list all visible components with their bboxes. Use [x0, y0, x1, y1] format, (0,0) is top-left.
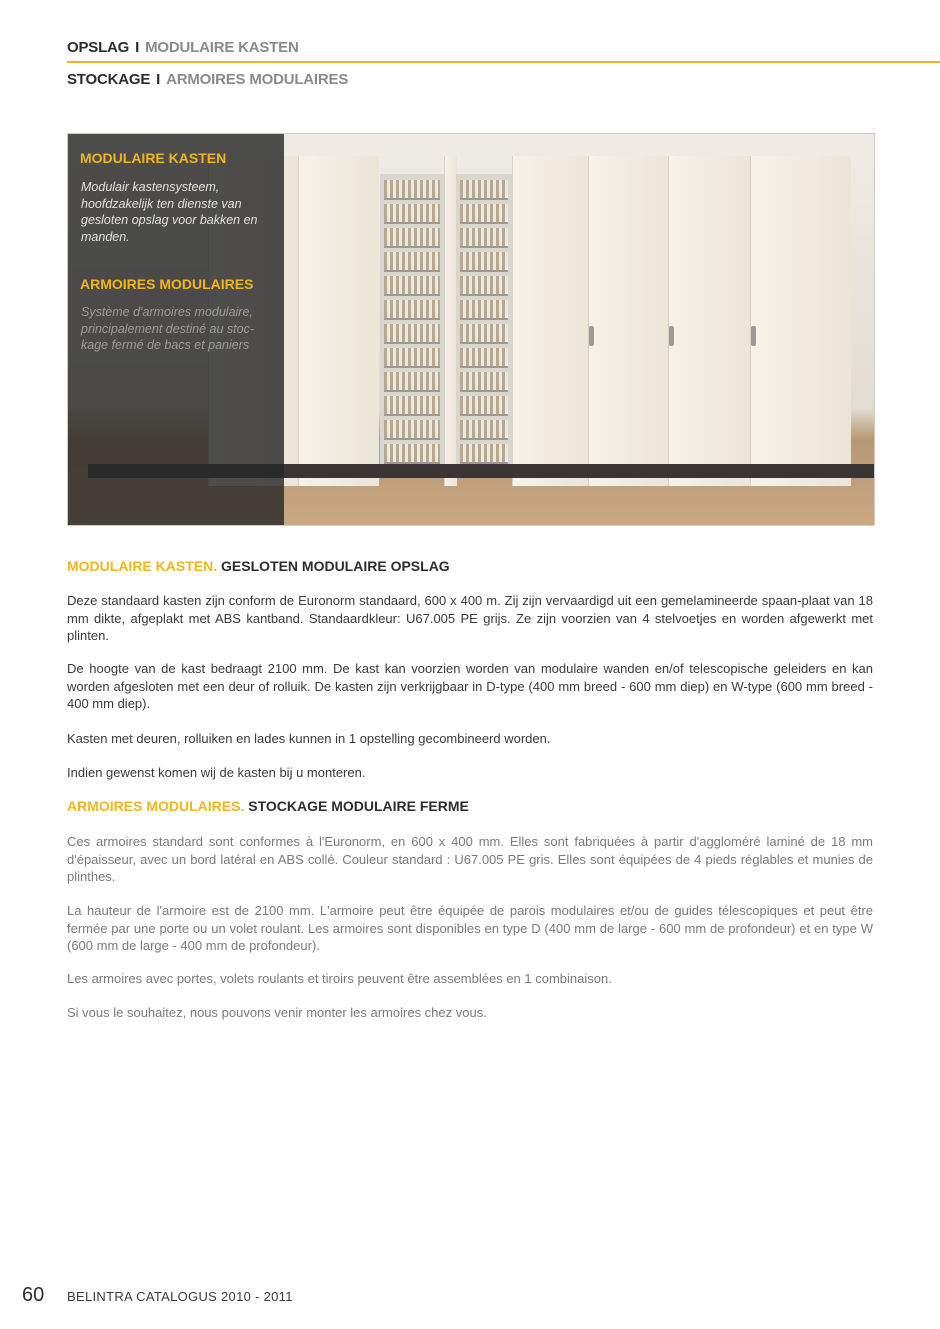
section-title-nl [67, 558, 450, 574]
paragraph-nl-3: Kasten met deuren, rolluiken en lades kunnen in 1 opstelling gecombineerd worden. [67, 731, 551, 746]
header-separator: I [156, 71, 161, 88]
section-title-main: GESLOTEN MODULAIRE OPSLAG [221, 558, 450, 574]
section-title-accent: MODULAIRE KASTEN. [67, 558, 218, 574]
caption-text-nl: Modulair kastensysteem, hoofdzakelijk ten dienste van gesloten opslag voor bakken en manden. [81, 180, 258, 244]
header-subcategory-fr: ARMOIRES MODULAIRES [166, 71, 349, 88]
footer-catalog: BELINTRA CATALOGUS 2010 - 2011 [67, 1289, 293, 1304]
page-number: 60 [22, 1284, 45, 1306]
header-line-nl [67, 39, 299, 56]
cabinet-door [750, 156, 851, 486]
section-title-accent: ARMOIRES MODULAIRES. [67, 798, 245, 814]
header-separator: I [135, 39, 140, 56]
paragraph-fr-4: Si vous le souhaitez, nous pouvons venir monter les armoires chez vous. [67, 1005, 487, 1020]
paragraph-fr-1: Ces armoires standard sont conformes à l'Euronorm, en 600 x 400 mm. Elles sont fabriquées à partir d'aggloméré laminé de 18 mm d'épaisseur, avec un bord latéral en ABS collé. Couleur standard : U67.005 PE gris. Elles sont équipées de 4 pieds réglables et munies de plinthes. [67, 834, 873, 884]
section-title-main: STOCKAGE MODULAIRE FERME [248, 798, 469, 814]
cabinet-door [512, 156, 589, 486]
header-rule [67, 61, 940, 63]
basket-rack [456, 174, 512, 476]
caption-title-nl: MODULAIRE KASTEN [80, 150, 227, 166]
cabinet-door [588, 156, 669, 486]
section-title-fr [67, 798, 469, 814]
header-category-nl: OPSLAG [67, 39, 130, 56]
basket-rack [380, 174, 444, 476]
paragraph-nl-2: De hoogte van de kast bedraagt 2100 mm. De kast kan voorzien worden van modulaire wanden en/of telescopische geleiders en kan worden afgesloten met een deur of rolluik. De kasten zijn verkrijgbaar in D-type (400 mm breed - 600 mm diep) en W-type (600 mm breed - 400 mm diep). [67, 661, 873, 711]
caption-text-fr: Système d'armoires modulaire, principalement destiné au stoc-kage fermé de bacs et paniers [81, 305, 255, 352]
product-photo [67, 133, 875, 526]
header-category-fr: STOCKAGE [67, 71, 151, 88]
header-subcategory-nl: MODULAIRE KASTEN [145, 39, 299, 56]
paragraph-fr-3: Les armoires avec portes, volets roulants et tiroirs peuvent être assemblées en 1 combinaison. [67, 971, 612, 986]
caption-title-fr: ARMOIRES MODULAIRES [80, 276, 254, 292]
paragraph-nl-4: Indien gewenst komen wij de kasten bij u monteren. [67, 765, 366, 780]
header-line-fr [67, 71, 348, 88]
photo-caption-box [68, 134, 284, 525]
cabinet-door [668, 156, 751, 486]
cabinet-door [298, 156, 379, 486]
paragraph-nl-1: Deze standaard kasten zijn conform de Euronorm standaard, 600 x 400 m. Zij zijn vervaardigd uit een gemelamineerde spaan-plaat van 18 mm dikte, afgeplakt met ABS kantband. Standaardkleur: U67.005 PE grijs. Ze zijn voorzien van 4 stelvoetjes en worden afgewerkt met plinten. [67, 593, 873, 643]
paragraph-fr-2: La hauteur de l'armoire est de 2100 mm. L'armoire peut être équipée de parois modulaires et/ou de guides télescopiques et peut être fermée par une porte ou un volet roulant. Les armoires sont disponibles en type D (400 mm de large - 600 mm de profondeur) et en type W (600 mm de large - 400 mm de profondeur). [67, 903, 873, 953]
